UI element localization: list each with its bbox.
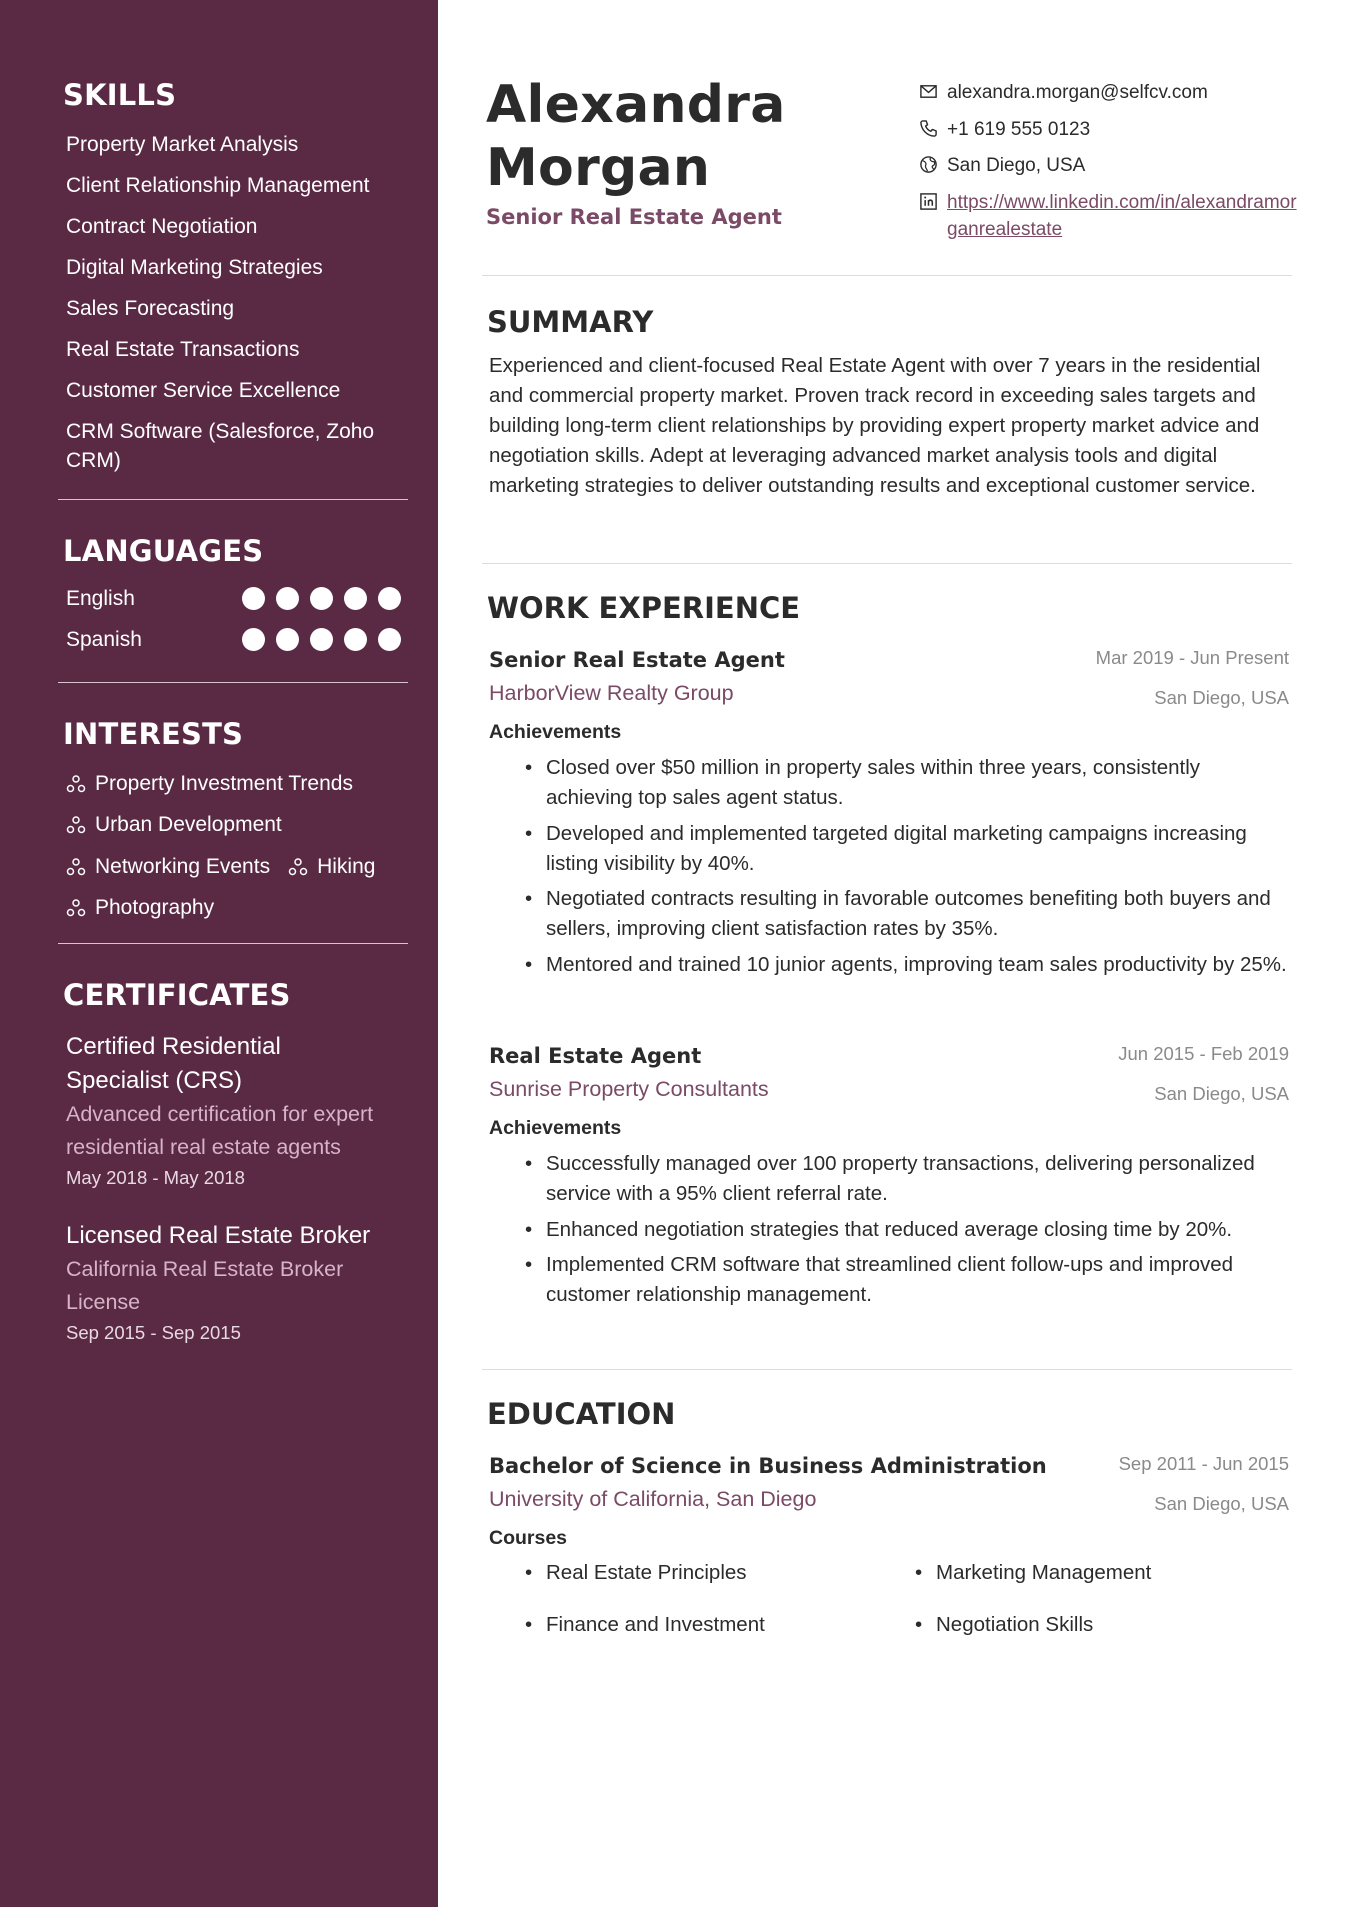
achievement-item: • Mentored and trained 10 junior agents, improving team sales productivity by 25%.: [517, 950, 1287, 980]
interest-label: Hiking: [317, 854, 376, 878]
linkedin-icon: [919, 192, 938, 211]
skill-item: Digital Marketing Strategies: [66, 256, 323, 279]
achievements-label: Achievements: [489, 721, 622, 743]
languages-title: LANGUAGES: [63, 534, 264, 568]
job-location: San Diego, USA: [1154, 1083, 1289, 1104]
sidebar-divider: [58, 943, 408, 944]
certificate-description: California Real Estate Broker License: [66, 1257, 344, 1314]
language-level-dots: [242, 628, 401, 651]
interest-icon: [288, 857, 308, 877]
sidebar-divider: [58, 682, 408, 683]
job-company: HarborView Realty Group: [489, 681, 734, 705]
skill-item: Sales Forecasting: [66, 297, 235, 320]
language-row: [66, 586, 401, 611]
degree-title: Bachelor of Science in Business Administration: [489, 1454, 1047, 1478]
job-date: Mar 2019 - Jun Present: [1095, 647, 1289, 668]
skills-section: [58, 78, 408, 475]
level-dot-filled: [276, 587, 299, 610]
skill-item: Contract Negotiation: [66, 215, 258, 238]
certificates-section: [58, 978, 408, 1344]
interest-label: Networking Events: [95, 854, 271, 878]
course-item: • Real Estate Principles: [517, 1558, 907, 1588]
interest-label: Photography: [95, 896, 215, 919]
level-dot-filled: [276, 628, 299, 651]
certificate-date: Sep 2015 - Sep 2015: [66, 1322, 241, 1343]
certificate-name: Certified Residential Specialist (CRS): [66, 1033, 281, 1094]
contact-phone: [919, 116, 1299, 143]
interests-section: [58, 717, 408, 935]
contact-list: [919, 79, 1299, 252]
interest-item: [288, 852, 375, 881]
sidebar: [0, 0, 438, 1907]
language-level-dots: [242, 587, 401, 610]
sidebar-divider: [58, 499, 408, 500]
summary-text: Experienced and client-focused Real Estate Agent with over 7 years in the residential and commercial property market. Proven track record in exceeding sales targets and building long-term client relationships by providing expert property market advice and negotiation skills. Adept at leveraging advanced market analysis tools and digital marketing strategies to deliver outstanding results and exceptional customer service.: [489, 354, 1261, 497]
certificate-item: [58, 1219, 408, 1344]
job-title: Senior Real Estate Agent: [489, 648, 785, 672]
candidate-role: Senior Real Estate Agent: [486, 205, 782, 229]
contact-location: [919, 152, 1299, 179]
certificate-item: [58, 1030, 408, 1189]
level-dot-filled: [378, 628, 401, 651]
section-divider: [482, 563, 1292, 564]
level-dot-filled: [378, 587, 401, 610]
section-divider: [482, 275, 1292, 276]
contact-email: [919, 79, 1299, 106]
interest-icon: [66, 774, 86, 794]
education-date: Sep 2011 - Jun 2015: [1118, 1453, 1289, 1474]
school-name: University of California, San Diego: [489, 1487, 817, 1511]
interest-icon: [66, 898, 86, 918]
level-dot-filled: [310, 587, 333, 610]
education-entry: [489, 1451, 1289, 1640]
interest-icon: [66, 815, 86, 835]
interests-title: INTERESTS: [63, 717, 244, 751]
course-item: • Finance and Investment: [517, 1610, 907, 1640]
interest-item: [66, 769, 353, 798]
section-divider: [482, 1369, 1292, 1370]
courses-list: [517, 1558, 1289, 1640]
achievements-list: [517, 753, 1289, 980]
phone-icon: [919, 119, 938, 138]
skill-item: Property Market Analysis: [66, 133, 299, 156]
level-dot-filled: [344, 628, 367, 651]
level-dot-filled: [242, 587, 265, 610]
course-item: • Marketing Management: [907, 1558, 1297, 1588]
phone-text: +1 619 555 0123: [947, 118, 1091, 140]
location-text: San Diego, USA: [947, 155, 1086, 176]
language-name: Spanish: [66, 627, 142, 651]
skill-item: Customer Service Excellence: [66, 379, 341, 402]
interest-item: [66, 894, 214, 923]
interest-label: Property Investment Trends: [95, 771, 353, 795]
job-entry: [489, 1041, 1289, 1316]
skill-item: CRM Software (Salesforce, Zoho CRM): [66, 420, 375, 472]
contact-linkedin: [919, 189, 1299, 243]
summary-title: SUMMARY: [487, 305, 654, 339]
achievement-item: • Successfully managed over 100 property transactions, delivering personalized service with a 95% client referral rate.: [517, 1149, 1287, 1209]
linkedin-link[interactable]: https://www.linkedin.com/in/alexandramorganrealestate: [947, 191, 1297, 240]
work-experience-title: WORK EXPERIENCE: [487, 591, 801, 625]
achievements-list: [517, 1149, 1289, 1310]
course-item: • Negotiation Skills: [907, 1610, 1297, 1640]
achievement-item: • Enhanced negotiation strategies that reduced average closing time by 20%.: [517, 1215, 1287, 1245]
achievement-item: • Closed over $50 million in property sales within three years, consistently achieving top sales agent status.: [517, 753, 1287, 813]
skill-item: Real Estate Transactions: [66, 338, 300, 361]
first-name: Alexandra: [486, 75, 786, 135]
job-location: San Diego, USA: [1154, 687, 1289, 708]
certificate-date: May 2018 - May 2018: [66, 1167, 245, 1188]
level-dot-filled: [310, 628, 333, 651]
achievement-item: • Implemented CRM software that streamlined client follow-ups and improved customer relationship management.: [517, 1250, 1287, 1310]
envelope-icon: [919, 82, 938, 101]
achievement-item: • Developed and implemented targeted digital marketing campaigns increasing listing visibility by 40%.: [517, 819, 1287, 879]
education-title: EDUCATION: [487, 1397, 676, 1431]
certificate-description: Advanced certification for expert residential real estate agents: [66, 1102, 374, 1159]
courses-label: Courses: [489, 1527, 568, 1549]
job-date: Jun 2015 - Feb 2019: [1118, 1043, 1289, 1064]
interest-item: [66, 811, 282, 840]
job-company: Sunrise Property Consultants: [489, 1077, 769, 1101]
job-title: Real Estate Agent: [489, 1044, 702, 1068]
job-entry: [489, 645, 1289, 985]
candidate-name: [486, 74, 786, 200]
certificates-title: CERTIFICATES: [63, 978, 291, 1012]
globe-icon: [919, 155, 938, 174]
level-dot-filled: [242, 628, 265, 651]
interest-icon: [66, 857, 86, 877]
languages-section: [58, 534, 408, 652]
last-name: Morgan: [486, 138, 711, 198]
interest-item: [66, 852, 270, 881]
certificate-name: Licensed Real Estate Broker: [66, 1222, 371, 1249]
achievement-item: • Negotiated contracts resulting in favorable outcomes benefiting both buyers and sellers, improving client satisfaction rates by 35%.: [517, 884, 1287, 944]
language-name: English: [66, 586, 135, 610]
interest-label: Urban Development: [95, 813, 282, 836]
email-text: alexandra.morgan@selfcv.com: [947, 82, 1208, 103]
skill-item: Client Relationship Management: [66, 174, 370, 197]
achievements-label: Achievements: [489, 1117, 622, 1139]
language-row: [66, 627, 401, 652]
skills-title: SKILLS: [63, 78, 177, 112]
education-location: San Diego, USA: [1154, 1493, 1289, 1514]
level-dot-filled: [344, 587, 367, 610]
